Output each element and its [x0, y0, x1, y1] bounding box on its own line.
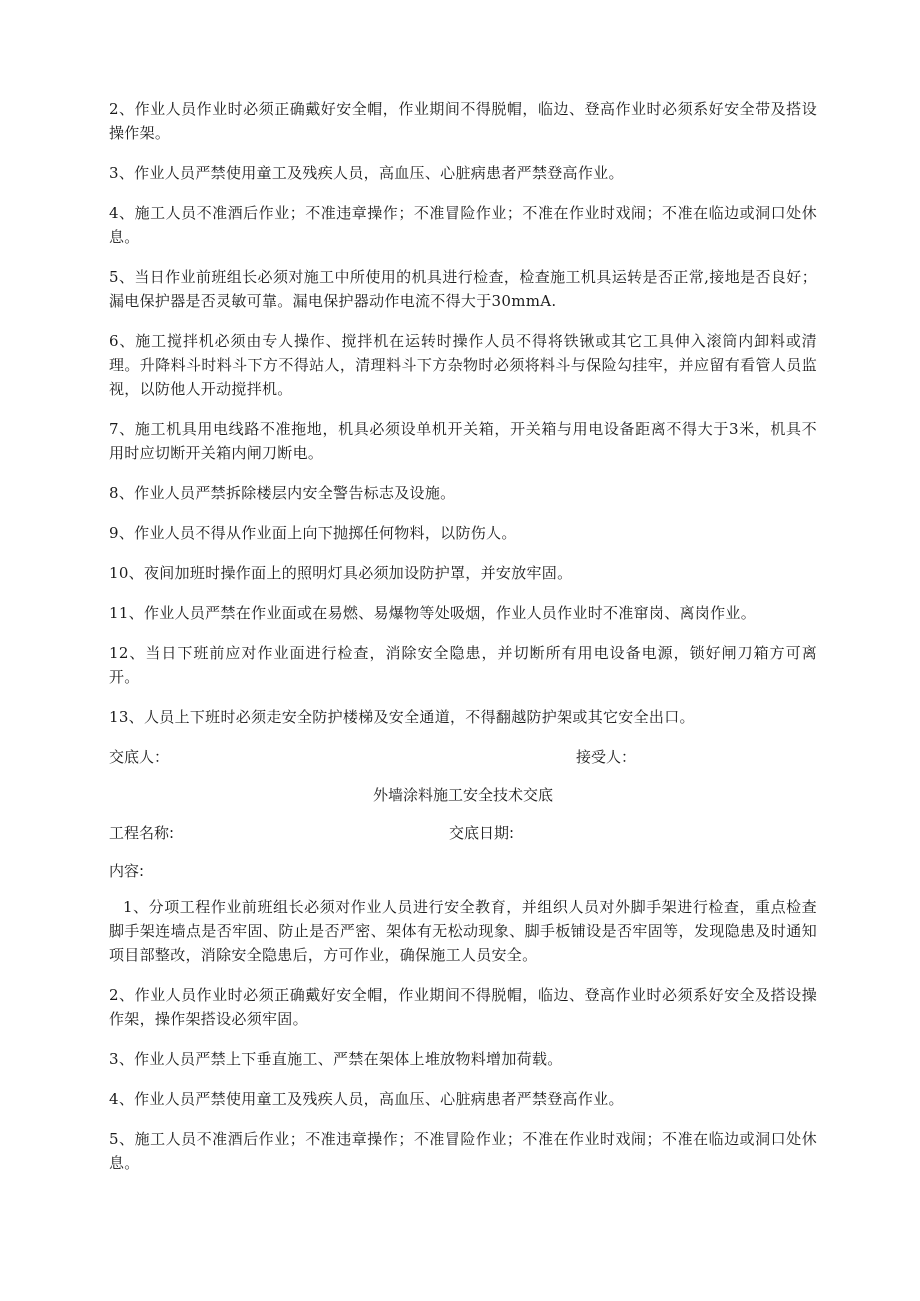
document-page	[109, 97, 817, 1191]
clause-10: 10、夜间加班时操作面上的照明灯具必须加设防护罩，并安放牢固。	[109, 564, 573, 582]
content-label: 内容:	[109, 862, 145, 880]
signature-row	[109, 745, 817, 769]
project-meta-row	[109, 821, 817, 845]
clause-12: 12、当日下班前应对作业面进行检查，消除安全隐患，并切断所有用电设备电源，锁好闸刀箱方可离开。	[109, 644, 817, 686]
clause-9: 9、作业人员不得从作业面上向下抛掷任何物料，以防伤人。	[109, 524, 517, 542]
coating-clause-1: 1、分项工程作业前班组长必须对作业人员进行安全教育，并组织人员对外脚手架进行检查，重点检查脚手架连墙点是否牢固、防止是否严密、架体有无松动现象、脚手板铺设是否牢固等，发现隐患及时通知项目部整改，消除安全隐患后，方可作业，确保施工人员安全。	[109, 898, 817, 964]
handover-date-label: 交底日期:	[449, 824, 515, 842]
clause-7: 7、施工机具用电线路不准拖地，机具必须设单机开关箱，开关箱与用电设备距离不得大于3米，机具不用时应切断开关箱内闸刀断电。	[109, 420, 817, 462]
clause-3: 3、作业人员严禁使用童工及残疾人员，高血压、心脏病患者严禁登高作业。	[109, 164, 624, 182]
clause-4: 4、施工人员不准酒后作业；不准违章操作；不准冒险作业；不准在作业时戏闹；不准在临边或洞口处休息。	[109, 204, 817, 246]
clause-11: 11、作业人员严禁在作业面或在易燃、易爆物等处吸烟，作业人员作业时不准窜岗、离岗作业。	[109, 604, 756, 622]
clause-13: 13、人员上下班时必须走安全防护楼梯及安全通道，不得翻越防护架或其它安全出口。	[109, 708, 695, 726]
project-name-label: 工程名称:	[109, 824, 175, 842]
clause-8: 8、作业人员严禁拆除楼层内安全警告标志及设施。	[109, 484, 456, 502]
coating-clause-2: 2、作业人员作业时必须正确戴好安全帽，作业期间不得脱帽，临边、登高作业时必须系好安全及搭设操作架，操作架搭设必须牢固。	[109, 986, 817, 1028]
clause-5: 5、当日作业前班组长必须对施工中所使用的机具进行检查，检查施工机具运转是否正常,接地是否良好；漏电保护器是否灵敏可靠。漏电保护器动作电流不得大于30mmA.	[109, 268, 817, 310]
receiver-label: 接受人：	[576, 748, 637, 766]
coating-clause-4: 4、作业人员严禁使用童工及残疾人员，高血压、心脏病患者严禁登高作业。	[109, 1090, 624, 1108]
section-title: 外墙涂料施工安全技术交底	[372, 786, 553, 804]
coating-clause-3: 3、作业人员严禁上下垂直施工、严禁在架体上堆放物料增加荷载。	[109, 1050, 563, 1068]
clause-6: 6、施工搅拌机必须由专人操作、搅拌机在运转时操作人员不得将铁锹或其它工具伸入滚筒内卸料或清理。升降料斗时料斗下方不得站人，清理料斗下方杂物时必须将料斗与保险勾挂牢，并应留有看管人员监视，以防他人开动搅拌机。	[109, 332, 817, 398]
clause-2: 2、作业人员作业时必须正确戴好安全帽，作业期间不得脱帽，临边、登高作业时必须系好安全带及搭设操作架。	[109, 100, 817, 142]
handover-person-label: 交底人：	[109, 748, 170, 766]
coating-clause-5: 5、施工人员不准酒后作业；不准违章操作；不准冒险作业；不准在作业时戏闹；不准在临边或洞口处休息。	[109, 1130, 817, 1172]
